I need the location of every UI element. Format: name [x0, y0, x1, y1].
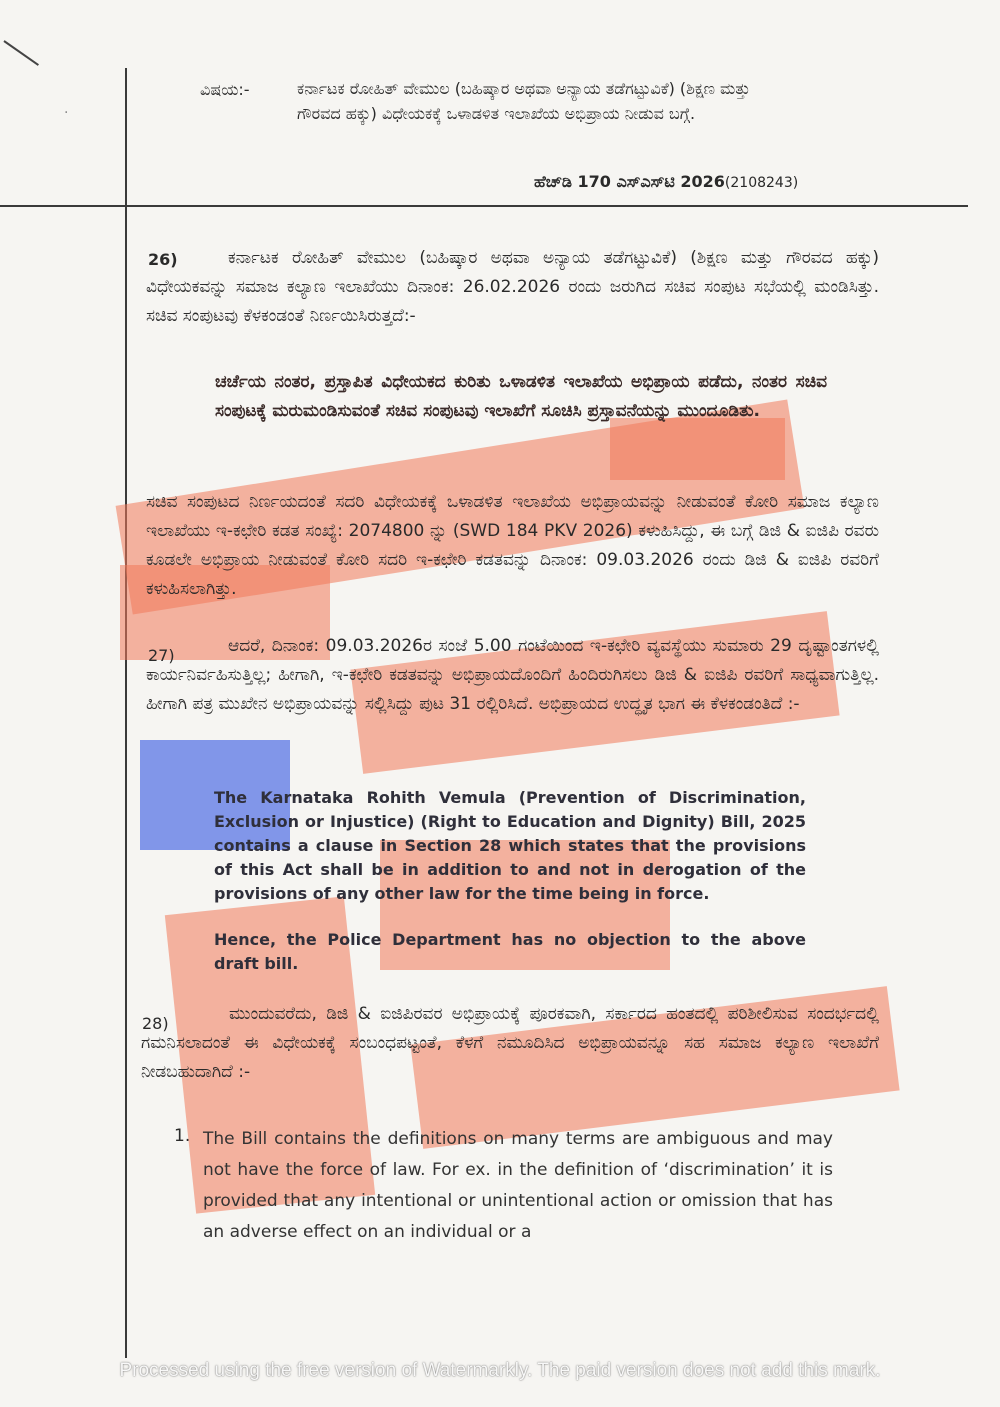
margin-rule [125, 68, 127, 1358]
file-reference-number: (2108243) [724, 175, 799, 191]
file-reference-code: ಹೆಚ್‌ಡಿ 170 ಎಸ್‌ಎಸ್‌ಟಿ 2026 [534, 172, 725, 191]
subject-text: ಕರ್ನಾಟಕ ರೋಹಿತ್ ವೇಮುಲ (ಬಹಿಷ್ಕಾರ ಅಥವಾ ಅನ್ಯಾಯ ತಡೆಗಟ್ಟುವಿಕೆ) (ಶಿಕ್ಷಣ ಮತ್ತು ಗೌರವದ ಹಕ್ಕು) ವಿಧೇಯಕಕ್ಕೆ ಒಳಾಡಳಿತ ಇಲಾಖೆಯ ಅಭಿಪ್ರಾಯ ನೀಡುವ ಬಗ್ಗೆ. [297, 79, 751, 123]
list-item-text: The Bill contains the definitions on many terms are ambiguous and may not have the force of law. For ex. in the definition of ‘discrimination’ it is provided that any intentional or unintentional action or omission that has an adverse effect on an individual or a [203, 1129, 833, 1242]
highlight-stroke [610, 418, 785, 480]
para-26-number: 26) [148, 250, 178, 269]
header-rule [0, 205, 968, 207]
corner-mark [3, 40, 39, 66]
para-28-number: 28) [142, 1014, 169, 1033]
para-26-text: ಕರ್ನಾಟಕ ರೋಹಿತ್ ವೇಮುಲ (ಬಹಿಷ್ಕಾರ ಅಥವಾ ಅನ್ಯಾಯ ತಡೆಗಟ್ಟುವಿಕೆ) (ಶಿಕ್ಷಣ ಮತ್ತು ಗೌರವದ ಹಕ್ಕು) ವಿಧೇಯಕವನ್ನು ಸಮಾಜ ಕಲ್ಯಾಣ ಇಲಾಖೆಯು ದಿನಾಂಕ: 26.02.2026 ರಂದು ಜರುಗಿದ ಸಚಿವ ಸಂಪುಟ ಸಭೆಯಲ್ಲಿ ಮಂಡಿಸಿತ್ತು. ಸಚಿವ ಸಂಪುಟವು ಕೆಳಕಂಡಂತೆ ನಿರ್ಣಯಿಸಿರುತ್ತದೆ:- [146, 248, 879, 326]
para-28-text: ಮುಂದುವರೆದು, ಡಿಜಿ & ಐಜಿಪಿರವರ ಅಭಿಪ್ರಾಯಕ್ಕೆ ಪೂರಕವಾಗಿ, ಸರ್ಕಾರದ ಹಂತದಲ್ಲಿ ಪರಿಶೀಲಿಸುವ ಸಂದರ್ಭದಲ್ಲಿ ಗಮನಿಸಲಾದಂತೆ ಈ ವಿಧೇಯಕಕ್ಕೆ ಸಂಬಂಧಪಟ್ಟಂತೆ, ಕೆಳಗೆ ನಮೂದಿಸಿದ ಅಭಿಪ್ರಾಯವನ್ನೂ ಸಹ ಸಮಾಜ ಕಲ್ಯಾಣ ಇಲಾಖೆಗೆ ನೀಡಬಹುದಾಗಿದೆ :- [141, 1004, 879, 1082]
para-27-number: 27) [148, 646, 175, 665]
para-26-follow-text: ಸಚಿವ ಸಂಪುಟದ ನಿರ್ಣಯದಂತೆ ಸದರಿ ವಿಧೇಯಕಕ್ಕೆ ಒಳಾಡಳಿತ ಇಲಾಖೆಯ ಅಭಿಪ್ರಾಯವನ್ನು ನೀಡುವಂತೆ ಕೋರಿ ಸಮಾಜ ಕಲ್ಯಾಣ ಇಲಾಖೆಯು ಇ-ಕಛೇರಿ ಕಡತ ಸಂಖ್ಯೆ: 2074800 ನ್ನು (SWD 184 PKV 2026) ಕಳುಹಿಸಿದ್ದು, ಈ ಬಗ್ಗೆ ಡಿಜಿ & ಐಜಿಪಿ ರವರು ಕೂಡಲೇ ಅಭಿಪ್ರಾಯ ನೀಡುವಂತೆ ಕೋರಿ ಸದರಿ ಇ-ಕಛೇರಿ ಕಡತವನ್ನು ದಿನಾಂಕ: 09.03.2026 ರಂದು ಡಿಜಿ & ಐಜಿಪಿ ರವರಿಗೆ ಕಳುಹಿಸಲಾಗಿತ್ತು. [146, 492, 879, 599]
subject-label: ವಿಷಯ:- [200, 80, 250, 99]
file-reference [534, 172, 798, 192]
list-item-number: 1. [174, 1126, 191, 1146]
watermark-text: Processed using the free version of Watermarkly. The paid version does not add this mark. [119, 1360, 881, 1381]
para-27-text: ಆದರೆ, ದಿನಾಂಕ: 09.03.2026ರ ಸಂಜೆ 5.00 ಗಂಟೆಯಿಂದ ಇ-ಕಛೇರಿ ವ್ಯವಸ್ಥೆಯು ಸುಮಾರು 29 ದೃಷ್ಟಾಂತಗಳಲ್ಲಿ ಕಾರ್ಯನಿರ್ವಹಿಸುತ್ತಿಲ್ಲ; ಹೀಗಾಗಿ, ಇ-ಕಛೇರಿ ಕಡತವನ್ನು ಅಭಿಪ್ರಾಯದೊಂದಿಗೆ ಹಿಂದಿರುಗಿಸಲು ಡಿಜಿ & ಐಜಿಪಿ ರವರಿಗೆ ಸಾಧ್ಯವಾಗುತ್ತಿಲ್ಲ. ಹೀಗಾಗಿ ಪತ್ರ ಮುಖೇನ ಅಭಿಪ್ರಾಯವನ್ನು ಸಲ್ಲಿಸಿದ್ದು ಪುಟ 31 ರಲ್ಲಿರಿಸಿದೆ. ಅಭಿಪ್ರಾಯದ ಉದ್ಧೃತ ಭಾಗ ಈ ಕೆಳಕಂಡಂತಿದೆ :- [146, 636, 879, 714]
dg-igp-opinion-quote: The Karnataka Rohith Vemula (Prevention of Discrimination, Exclusion or Injustice) (Right to Education and Dignity) Bill, 2025 contains a clause in Section 28 which states that the provisions of this Act shall be in addition to and not in derogation of the provisions of any other law for the time being in force. [214, 788, 806, 903]
cabinet-decision-quote: ಚರ್ಚೆಯ ನಂತರ, ಪ್ರಸ್ತಾಪಿತ ವಿಧೇಯಕದ ಕುರಿತು ಒಳಾಡಳಿತ ಇಲಾಖೆಯ ಅಭಿಪ್ರಾಯ ಪಡೆದು, ನಂತರ ಸಚಿವ ಸಂಪುಟಕ್ಕೆ ಮರುಮಂಡಿಸುವಂತೆ ಸಚಿವ ಸಂಪುಟವು ಇಲಾಖೆಗೆ ಸೂಚಿಸಿ ಪ್ರಸ್ತಾವನೆಯನ್ನು ಮುಂದೂಡಿತು. [215, 372, 827, 421]
no-objection-quote: Hence, the Police Department has no objection to the above draft bill. [214, 930, 806, 973]
margin-mark: · [64, 105, 69, 121]
